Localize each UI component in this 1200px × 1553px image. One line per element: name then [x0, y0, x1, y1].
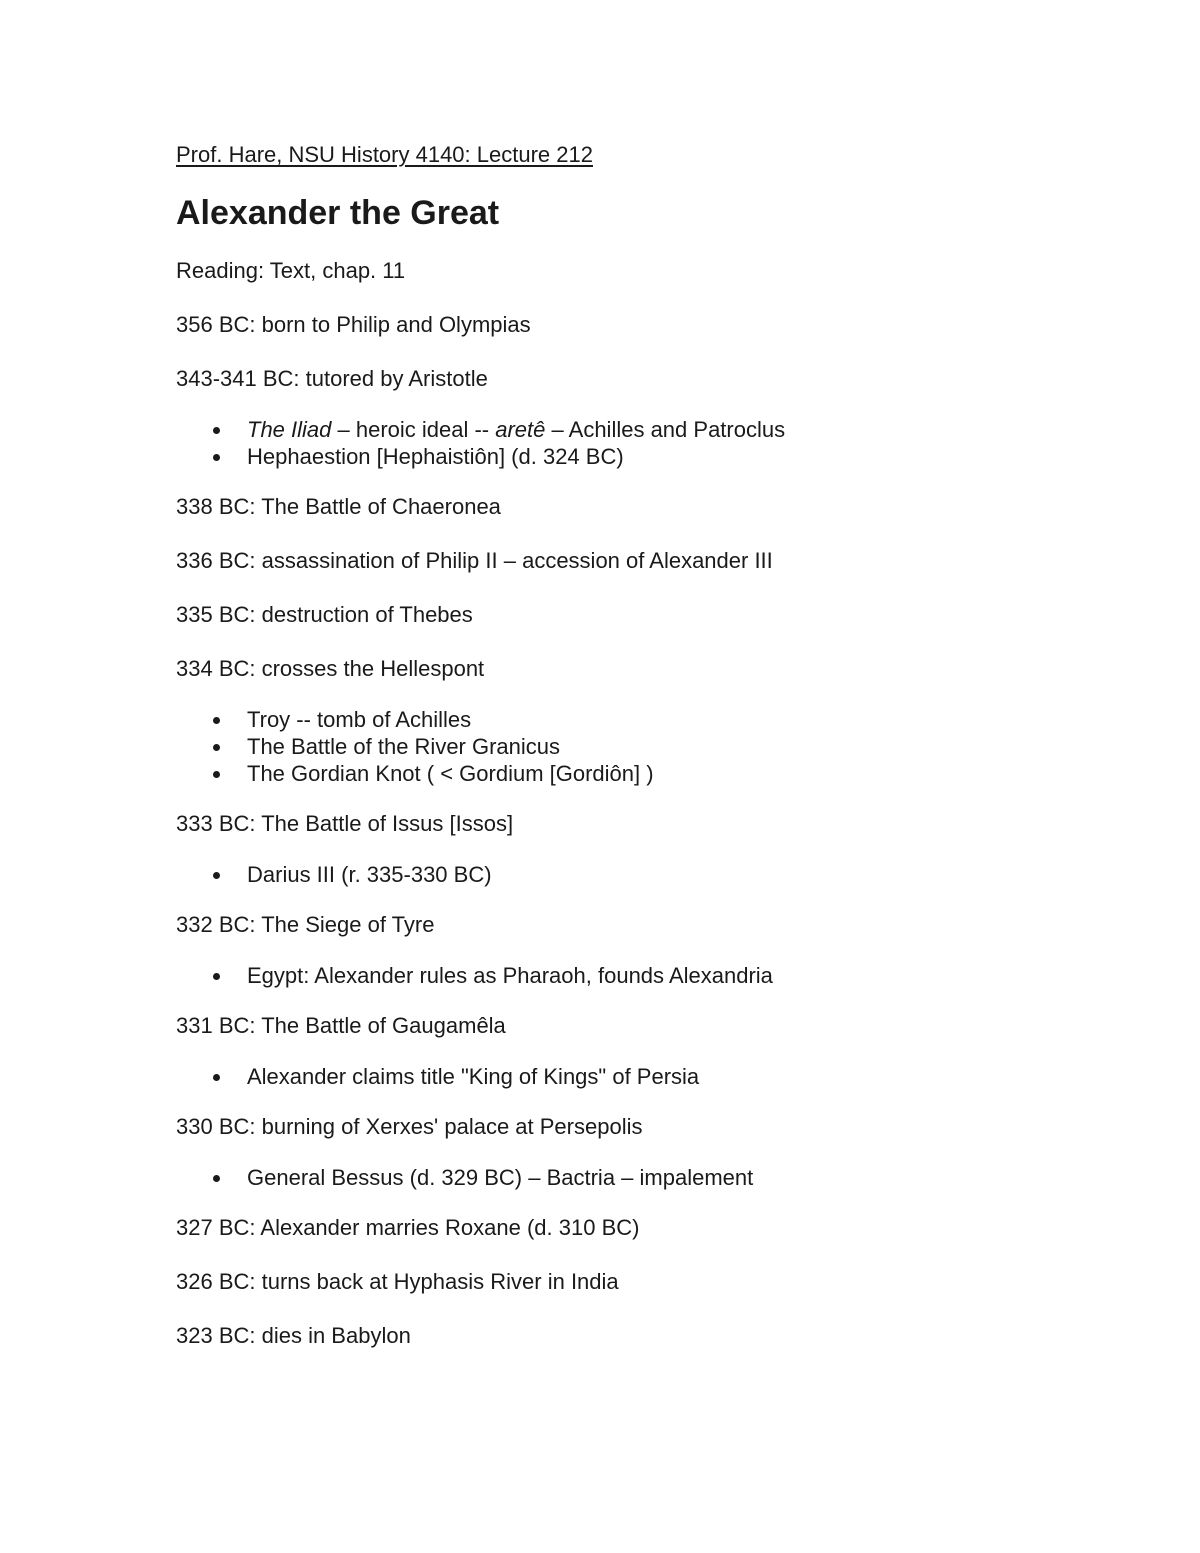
timeline-entry: 330 BC: burning of Xerxes' palace at Persepolis	[176, 1114, 643, 1139]
list-item	[176, 1164, 1076, 1191]
timeline-entry: 332 BC: The Siege of Tyre	[176, 912, 435, 937]
list-item	[176, 443, 1076, 470]
page-title: Alexander the Great	[176, 194, 500, 232]
bullet-icon	[213, 717, 220, 724]
bullet-list	[176, 861, 1076, 888]
timeline-entry: 356 BC: born to Philip and Olympias	[176, 312, 531, 337]
list-item-text: Alexander claims title "King of Kings" of Persia	[247, 1064, 700, 1089]
list-item	[176, 861, 1076, 888]
list-item	[176, 962, 1076, 989]
bullet-icon	[213, 454, 220, 461]
list-item-text: The Battle of the River Granicus	[247, 734, 561, 759]
bullet-list	[176, 1063, 1076, 1090]
list-item-text: Hephaestion [Hephaistiôn] (d. 324 BC)	[247, 444, 624, 469]
list-item-text: The Gordian Knot ( < Gordium [Gordiôn] )	[247, 761, 654, 786]
bullet-list	[176, 416, 1076, 470]
bullet-icon	[213, 872, 220, 879]
work-title: The Iliad	[247, 417, 332, 442]
timeline-entry: 331 BC: The Battle of Gaugamêla	[176, 1013, 506, 1038]
list-item-text: – heroic ideal --	[331, 417, 496, 442]
lecture-header: Prof. Hare, NSU History 4140: Lecture 212	[176, 142, 593, 167]
bullet-icon	[213, 771, 220, 778]
bullet-icon	[213, 427, 220, 434]
list-item	[176, 1063, 1076, 1090]
timeline-entry: 335 BC: destruction of Thebes	[176, 602, 473, 627]
list-item-text: Egypt: Alexander rules as Pharaoh, founds Alexandria	[247, 963, 773, 988]
list-item	[176, 760, 1076, 787]
lecture-page	[176, 138, 1076, 1353]
bullet-icon	[213, 744, 220, 751]
bullet-list	[176, 706, 1076, 787]
bullet-icon	[213, 1074, 220, 1081]
bullet-icon	[213, 973, 220, 980]
timeline-entry: 326 BC: turns back at Hyphasis River in India	[176, 1269, 619, 1294]
bullet-list	[176, 1164, 1076, 1191]
timeline-entry: 343-341 BC: tutored by Aristotle	[176, 366, 488, 391]
greek-term: aretê	[495, 417, 546, 442]
list-item	[176, 706, 1076, 733]
timeline-entry: 338 BC: The Battle of Chaeronea	[176, 494, 501, 519]
timeline-entry: 323 BC: dies in Babylon	[176, 1323, 411, 1348]
bullet-list	[176, 962, 1076, 989]
reading-assignment: Reading: Text, chap. 11	[176, 258, 406, 283]
list-item	[176, 416, 1076, 443]
timeline-entry: 334 BC: crosses the Hellespont	[176, 656, 485, 681]
timeline-entry: 333 BC: The Battle of Issus [Issos]	[176, 811, 514, 836]
list-item-text: Darius III (r. 335-330 BC)	[247, 862, 492, 887]
list-item	[176, 733, 1076, 760]
list-item-text: General Bessus (d. 329 BC) – Bactria – impalement	[247, 1165, 754, 1190]
timeline-entry: 336 BC: assassination of Philip II – accession of Alexander III	[176, 548, 773, 573]
timeline-entry: 327 BC: Alexander marries Roxane (d. 310 BC)	[176, 1215, 640, 1240]
list-item-text: Troy -- tomb of Achilles	[247, 707, 472, 732]
bullet-icon	[213, 1175, 220, 1182]
list-item-text: – Achilles and Patroclus	[545, 417, 786, 442]
